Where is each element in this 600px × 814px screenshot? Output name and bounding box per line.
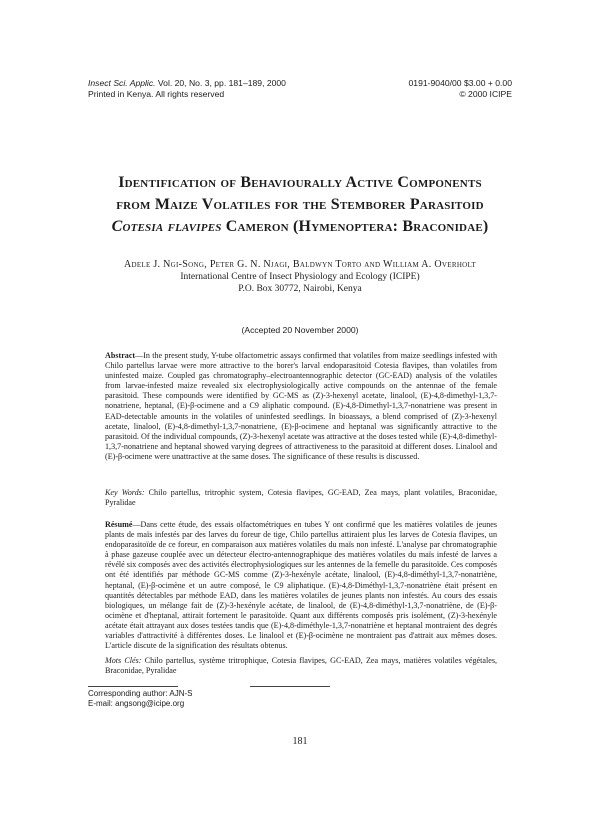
keywords-text: Chilo partellus, tritrophic system, Cotesia flavipes, GC-EAD, Zea mays, plant volatiles, Braconidae, Pyralidae — [105, 488, 497, 508]
issn-price: 0191-9040/00 $3.00 + 0.00 — [408, 78, 512, 88]
mots-cles-label: Mots Clés: — [105, 656, 142, 665]
title-line-3 — [70, 216, 530, 238]
title-line-2: from Maize Volatiles for the Stemborer Parasitoid — [116, 196, 484, 213]
title-line-1: Identification of Behaviourally Active Components — [118, 174, 482, 191]
paper-title — [70, 172, 530, 238]
printed-in: Printed in Kenya. All rights reserved — [88, 89, 225, 99]
footnote — [88, 689, 288, 709]
corresponding-author: Corresponding author: AJN-S — [88, 689, 193, 698]
author-list: Adele J. Ngi-Song, Peter G. N. Njagi, Baldwyn Torto and William A. Overholt — [123, 259, 477, 270]
abstract — [105, 351, 497, 462]
resume — [105, 520, 497, 651]
footnote-rule-right — [250, 686, 330, 687]
title-species: Cotesia flavipes — [111, 218, 222, 235]
journal-header-left — [88, 78, 348, 100]
mots-cles-text: Chilo partellus, système tritrophique, Cotesia flavipes, GC-EAD, Zea mays, matières volatiles végétales, Braconidae, Pyralidae — [105, 656, 498, 676]
keywords-label: Key Words: — [105, 488, 145, 497]
footnote-rule — [88, 686, 178, 687]
title-line-3-rest: Cameron (Hymenoptera: Braconidae) — [221, 218, 489, 235]
copyright: © 2000 ICIPE — [459, 89, 512, 99]
journal-citation: Vol. 20, No. 3, pp. 181–189, 2000 — [157, 78, 286, 88]
journal-name: Insect Sci. Applic. — [88, 78, 156, 88]
resume-label: Résumé — [105, 520, 133, 529]
author-email: E-mail: angsong@icipe.org — [88, 699, 185, 708]
affiliation — [80, 271, 520, 295]
journal-header-right — [322, 78, 512, 100]
resume-text: —Dans cette étude, des essais olfactométriques en tubes Y ont confirmé que les matières volatiles de jeunes plants de maïs infestés par des larves du foreur de tige, Chilo partellus attiraient plus les larves de Cotesia flavipes, un endoparasitoïde de ce foreur, en comparaison aux matières volatiles du maïs non infesté. L'analyse par chromatographie à phase gazeuse couplée avec un détecteur électro-antennographique des matières volatiles du maïs infesté de larves a révélé six composés avec des activités électrophysiologiques sur les antennes de la femelle du parasitoïde. Ces composés ont été identifiés par méthode GC-MS comme (Z)-3-hexényle acétate, linalool, (E)-4,8-diméthyl-1,3,7-nonatriène, heptanal, (E)-β-ocimène et un autre composé, le C9 aliphatique. (E)-4,8-Diméthyl-1,3,7-nonatriène était présent en quantités détectables par méthode EAD, dans les matières volatiles de jeunes plants non infestés. Au cours des essais biologiques, un mélange fait de (Z)-3-hexényle acétate, de linalool, de (E)-4,8-diméthyl-1,3,7-nonatriène, de (E)-β-ocimène et d'heptanal, attirait fortement le parasitoïde. Quant aux différents composés pris isolément, (Z)-3-hexényle acétate était attrayant aux doses testées tandis que (E)-4,8-diméthyle-1,3,7-nonatriène et heptanal montraient des degrés variables d'attractivité à différentes doses. Le linalool et (E)-β-ocimène ne montraient pas d'attrait aux mêmes doses. L'article discute de la signification des résultats obtenus. — [105, 520, 497, 651]
accepted-date: (Accepted 20 November 2000) — [241, 325, 359, 335]
abstract-label: Abstract — [105, 351, 136, 360]
abstract-text: —In the present study, Y-tube olfactometric assays confirmed that volatiles from maize seedlings infested with Chilo partellus larvae were more attractive to the borer's larval endoparasitoid Cotesia flavipes, than volatiles from uninfested maize. Coupled gas chromatography–electroantennographic detector (GC-EAD) analysis of the volatiles from larvae-infested maize revealed six electrophysiologically active compounds on the antennae of the female parasitoid. These compounds were identified by GC-MS as (Z)-3-hexenyl acetate, linalool, (E)-4,8-dimethyl-1,3,7-nonatriene, heptanal, (E)-β-ocimene and a C9 aliphatic compound. (E)-4,8-Dimethyl-1,3,7-nonatriene was present in EAD-detectable amounts in the volatiles of uninfested seedlings. In bioassays, a blend comprised of (Z)-3-hexenyl acetate, linalool, (E)-4,8-dimethyl-1,3,7-nonatriene, (E)-β-ocimene and heptanal was significantly attractive to the parasitoid. Of the individual compounds, (Z)-3-hexenyl acetate was attractive at the doses tested while (E)-4,8-dimethyl-1,3,7-nonatriene and heptanal showed varying degrees of attractiveness to the parasitoid at different doses. Linalool and (E)-β-ocimene were unattractive at the same doses. The significance of these results is discussed. — [105, 351, 497, 461]
keywords — [105, 488, 497, 508]
page-number: 181 — [292, 736, 308, 747]
mots-cles — [105, 656, 497, 676]
affiliation-institute: International Centre of Insect Physiology and Ecology (ICIPE) — [180, 272, 420, 282]
affiliation-address: P.O. Box 30772, Nairobi, Kenya — [238, 284, 362, 294]
